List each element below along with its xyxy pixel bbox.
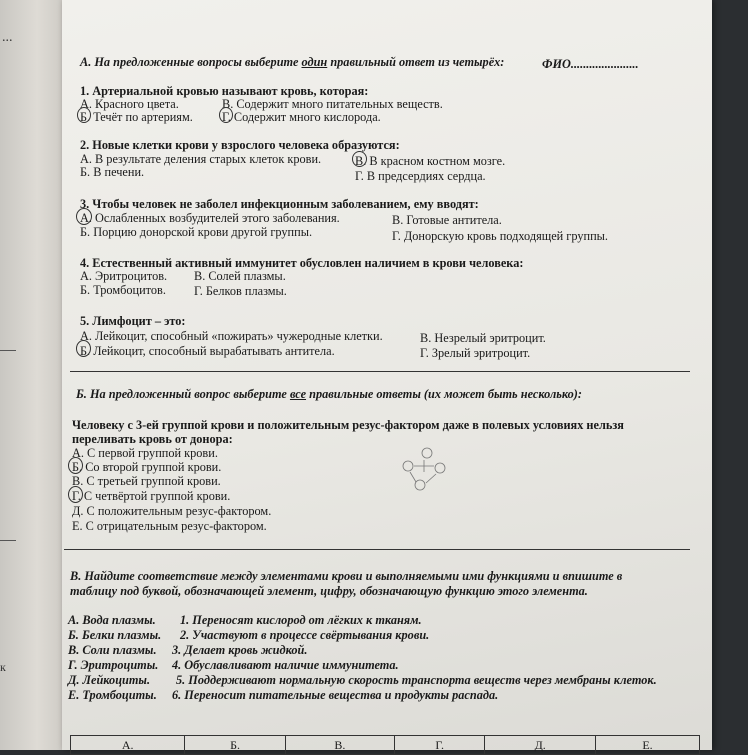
q2-option-v[interactable]: В. В красном костном мозге. [355, 154, 506, 168]
answer-circle-mark [68, 486, 83, 503]
q1-option-a[interactable]: А. Красного цвета. [80, 97, 179, 111]
q5-option-a[interactable]: А. Лейкоцит, способный «пожирать» чужеродные клетки. [80, 329, 383, 343]
answer-circle-mark [219, 107, 233, 123]
element-e: Е. Тромбоциты. [68, 688, 157, 702]
section-b-question-line2: переливать кровь от донора: [72, 432, 233, 446]
q2-option-a[interactable]: А. В результате деления старых клеток крови. [80, 152, 322, 166]
adjacent-page-edge [0, 0, 62, 750]
fio-field[interactable]: ФИО...................... [542, 57, 639, 71]
answer-cell-d[interactable]: Д. [485, 736, 596, 755]
question-1-title: 1. Артериальной кровью называют кровь, которая: [80, 84, 369, 98]
section-a-instruction: А. На предложенные вопросы выберите один правильный ответ из четырёх: [80, 55, 505, 69]
b-option-e[interactable]: Е. С отрицательным резус-фактором. [72, 519, 267, 533]
q1-option-v[interactable]: В. Содержит много питательных веществ. [222, 97, 443, 111]
element-v: В. Соли плазмы. [68, 643, 157, 657]
q4-option-g[interactable]: Г. Белков плазмы. [194, 284, 287, 298]
b-option-d[interactable]: Д. С положительным резус-фактором. [72, 504, 272, 518]
section-b-instruction: Б. На предложенный вопрос выберите все правильные ответы (их может быть несколько): [76, 387, 582, 401]
function-3: 3. Делает кровь жидкой. [172, 643, 308, 657]
function-1: 1. Переносят кислород от лёгких к тканям. [180, 613, 422, 627]
element-d: Д. Лейкоциты. [68, 673, 151, 687]
question-4-title: 4. Естественный активный иммунитет обусловлен наличием в крови человека: [80, 256, 524, 270]
question-3-title: 3. Чтобы человек не заболел инфекционным заболеванием, ему вводят: [80, 197, 479, 211]
q1-option-b[interactable]: Б. Течёт по артериям. [80, 110, 193, 124]
q1-option-g[interactable]: Г. Содержит много кислорода. [222, 110, 381, 124]
q2-option-g[interactable]: Г. В предсердиях сердца. [355, 169, 486, 183]
q5-option-v[interactable]: В. Незрелый эритроцит. [420, 331, 546, 345]
question-5-title: 5. Лимфоцит – это: [80, 314, 186, 328]
q4-option-v[interactable]: В. Солей плазмы. [194, 269, 286, 283]
answer-cell-b[interactable]: Б. [185, 736, 285, 755]
q5-option-g[interactable]: Г. Зрелый эритроцит. [420, 346, 531, 360]
answer-cell-v[interactable]: В. [285, 736, 394, 755]
answer-circle-mark [76, 208, 92, 225]
section-divider [70, 371, 690, 372]
section-b-question-line1: Человеку с 3-ей группой крови и положительным резус-фактором даже в полевых условиях нельзя [72, 418, 624, 432]
answer-table [70, 735, 700, 755]
answer-circle-mark [76, 340, 91, 357]
answer-cell-e[interactable]: Е. [595, 736, 699, 755]
q3-option-a[interactable]: А. Ослабленных возбудителей этого заболевания. [80, 211, 340, 225]
section-c-instruction-line2: таблицу под буквой, обозначающей элемент, цифру, обозначающую функцию этого элемента. [70, 584, 588, 598]
q5-option-b[interactable]: Б. Лейкоцит, способный вырабатывать антитела. [80, 344, 335, 358]
section-divider [64, 549, 690, 550]
q3-option-v[interactable]: В. Готовые антитела. [392, 213, 502, 227]
q4-option-b[interactable]: Б. Тромбоцитов. [80, 283, 166, 297]
answer-circle-mark [352, 151, 367, 167]
answer-circle-mark [77, 107, 91, 123]
b-option-v[interactable]: В. С третьей группой крови. [72, 474, 221, 488]
b-option-b[interactable]: Б. Со второй группой крови. [72, 460, 222, 474]
function-6: 6. Переносит питательные вещества и продукты распада. [172, 688, 499, 702]
margin-line [0, 350, 16, 351]
function-5: 5. Поддерживают нормальную скорость транспорта веществ через мембраны клеток. [176, 673, 657, 687]
margin-letter: к [0, 660, 6, 674]
answer-cell-g[interactable]: Г. [395, 736, 485, 755]
b-option-a[interactable]: А. С первой группой крови. [72, 446, 218, 460]
element-a: А. Вода плазмы. [68, 613, 156, 627]
q2-option-b[interactable]: Б. В печени. [80, 165, 145, 179]
function-4: 4. Обуславливают наличие иммунитета. [172, 658, 399, 672]
answer-cell-a[interactable]: А. [71, 736, 185, 755]
q3-option-b[interactable]: Б. Порцию донорской крови другой группы. [80, 225, 313, 239]
question-2-title: 2. Новые клетки крови у взрослого человека образуются: [80, 138, 400, 152]
margin-line [0, 540, 16, 541]
pencil-sketch-icon [400, 446, 454, 494]
element-g: Г. Эритроциты. [68, 658, 159, 672]
worksheet-page [62, 0, 712, 750]
margin-dots: ... [2, 30, 13, 45]
function-2: 2. Участвуют в процессе свёртывания крови. [180, 628, 430, 642]
b-option-g[interactable]: Г. С четвёртой группой крови. [72, 489, 231, 503]
answer-circle-mark [68, 457, 83, 474]
section-c-instruction-line1: В. Найдите соответствие между элементами крови и выполняемыми ими функциями и впишите в [70, 569, 623, 583]
q4-option-a[interactable]: А. Эритроцитов. [80, 269, 168, 283]
q3-option-g[interactable]: Г. Донорскую кровь подходящей группы. [392, 229, 608, 243]
element-b: Б. Белки плазмы. [68, 628, 162, 642]
